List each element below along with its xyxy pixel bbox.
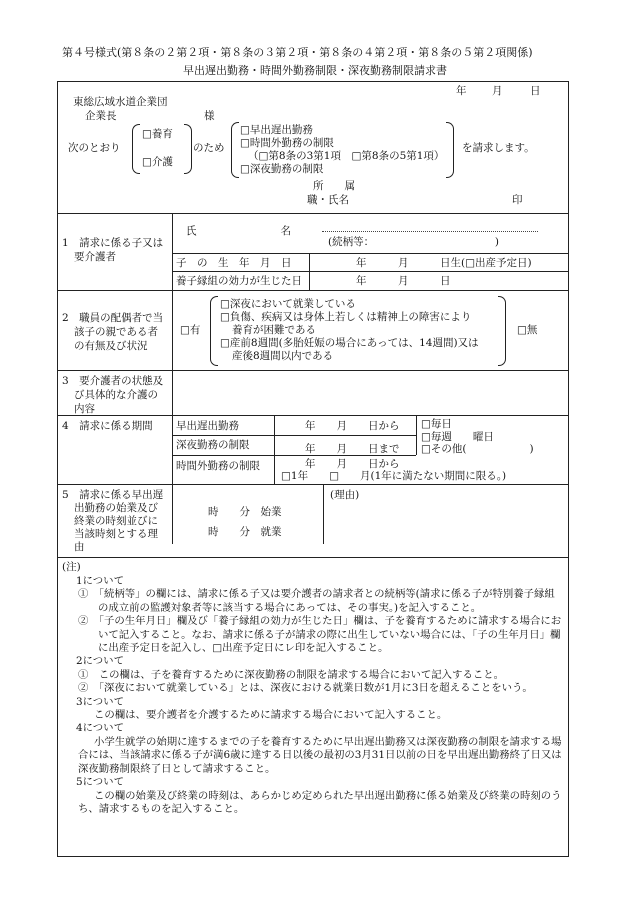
request-end-text: を請求します。 xyxy=(462,142,535,154)
note-1-2: ② 「子の生年月日」欄及び「養子縁組の効力が生じた日」欄は、子を養育するために請求する場合において記入すること。なお、請求に係る子が請求の際に出生していない場合には、「子の生年月日」欄に出産予定日を記入し、□出産予定日にレ印を記入すること。 xyxy=(78,615,562,655)
organization-name: 東総広域水道企業団 xyxy=(73,96,168,108)
seal-mark: 印 xyxy=(512,194,523,206)
date-day: 日 xyxy=(530,85,541,97)
notes-body xyxy=(64,575,564,816)
sec3-label-line3: 内容 xyxy=(74,403,95,415)
divider xyxy=(323,484,324,544)
notes-heading: (注) xyxy=(62,561,81,573)
name-label: 氏 名 xyxy=(186,225,291,237)
sec5-label-line1: 5 請求に係る早出遅 xyxy=(62,489,164,501)
period-overtime-label: 時間外勤務の制限 xyxy=(176,460,260,472)
relation-field[interactable]: (続柄等： ) xyxy=(328,236,499,248)
purpose-nursing-checkbox[interactable]: □介護 xyxy=(142,156,173,168)
divider xyxy=(57,557,569,558)
divider xyxy=(172,253,569,254)
divider xyxy=(57,213,569,214)
sec5-label-line5: 由 xyxy=(74,541,85,553)
sec5-label-line3: 終業の時刻並びに xyxy=(74,515,158,527)
affiliation-label: 所 属 xyxy=(313,180,355,192)
period-from-overtime[interactable]: 年 月 日から xyxy=(305,458,400,470)
note-section-5: 5について xyxy=(76,776,124,789)
note-1-1: ① 「続柄等」の欄には、請求に係る子又は要介護者の請求者との続柄等(請求に係る子が特別養子縁組の成立前の監護対象者等に該当する場合にあっては、その事実。)を記入すること。 xyxy=(78,588,555,614)
adoption-date-value[interactable]: 年 月 日 xyxy=(356,275,451,287)
request-overtime-clause-checkbox[interactable]: （□第8条の3第1項 □第8条の5第1項） xyxy=(248,150,445,162)
illness-text-cont: 養育が困難である xyxy=(232,324,316,336)
maternity-text-cont: 産後8週間以内である xyxy=(232,350,334,362)
manager-title: 企業長 xyxy=(85,110,117,122)
sec4-label: 4 請求に係る期間 xyxy=(62,420,153,432)
note-2-2: ② 「深夜において就業している」とは、深夜における就業日数が1月に3日を超えることをいう。 xyxy=(78,682,533,695)
note-3-1: この欄は、要介護者を介護するために請求する場合において記入すること。 xyxy=(94,709,448,722)
divider xyxy=(172,435,416,436)
freq-weekly-checkbox[interactable]: □毎週 曜日 xyxy=(421,431,494,443)
maternity-checkbox[interactable]: □産前8週間(多胎妊娠の場合にあっては、14週間)又は xyxy=(220,337,479,349)
sec5-label-line2: 出勤務の始業及び xyxy=(74,502,158,514)
date-month: 月 xyxy=(492,85,503,97)
divider xyxy=(57,370,569,371)
overtime-duration-choice[interactable]: □1年 □ 月(1年に満たない期間に限る。) xyxy=(281,470,507,482)
bracket-left xyxy=(231,122,239,178)
sec2-label-line3: の有無及び状況 xyxy=(74,340,148,352)
divider xyxy=(274,415,275,484)
period-from[interactable]: 年 月 日から xyxy=(305,420,400,432)
period-early-late-label: 早出遅出勤務 xyxy=(176,420,239,432)
end-time-field[interactable]: 時 分 就業 xyxy=(208,526,282,538)
sec1-label-line1: 1 請求に係る子又は xyxy=(62,237,164,249)
note-section-3: 3について xyxy=(76,695,124,708)
sec3-label-line2: び具体的な介護の xyxy=(74,389,158,401)
bracket-right xyxy=(498,296,506,366)
divider xyxy=(57,415,569,416)
note-5-1: この欄の始業及び終業の時刻は、あらかじめ定められた早出遅出勤務に係る始業及び終業の時刻のうち、請求するものを記入すること。 xyxy=(78,789,562,815)
next-to-label: 次のとおり xyxy=(68,142,121,154)
sec2-label-line1: 2 職員の配偶者で当 xyxy=(62,312,164,324)
night-work-checkbox[interactable]: □深夜において就業している xyxy=(220,298,356,310)
spouse-yes-checkbox[interactable]: □有 xyxy=(180,324,201,336)
bracket-right xyxy=(446,122,454,178)
for-label: のため xyxy=(193,142,225,154)
request-early-late-checkbox[interactable]: □早出遅出勤務 xyxy=(240,124,313,136)
divider xyxy=(416,415,417,455)
sec5-label-line4: 当該時刻とする理 xyxy=(74,528,158,540)
request-night-checkbox[interactable]: □深夜勤務の制限 xyxy=(240,163,324,175)
request-overtime-checkbox[interactable]: □時間外勤務の制限 xyxy=(240,137,334,149)
divider xyxy=(57,484,569,485)
freq-other-checkbox[interactable]: □その他( ) xyxy=(421,443,534,455)
sec3-label-line1: 3 要介護者の状態及 xyxy=(62,375,164,387)
freq-daily-checkbox[interactable]: □毎日 xyxy=(421,418,452,430)
date-year: 年 xyxy=(456,85,467,97)
birthdate-value[interactable]: 年 月 日生(□出産予定日) xyxy=(356,257,532,269)
note-section-1: 1について xyxy=(76,575,124,587)
reason-field[interactable]: (理由) xyxy=(330,489,360,501)
note-2-1: ① この欄は、子を養育するために深夜勤務の制限を請求する場合において記入すること。 xyxy=(78,668,505,681)
divider xyxy=(172,213,173,544)
note-section-2: 2について xyxy=(76,655,124,668)
sec1-label-line2: 要介護者 xyxy=(74,251,116,263)
divider xyxy=(172,271,569,272)
period-night-label: 深夜勤務の制限 xyxy=(176,439,250,451)
document-title: 早出遅出勤務・時間外勤務制限・深夜勤務制限請求書 xyxy=(183,64,447,77)
form-label: 第４号様式(第８条の２第２項・第８条の３第２項・第８条の４第２項・第８条の５第２項関係) xyxy=(62,46,533,59)
start-time-field[interactable]: 時 分 始業 xyxy=(208,506,282,518)
spouse-no-checkbox[interactable]: □無 xyxy=(517,324,538,336)
note-section-4: 4について xyxy=(76,722,124,735)
purpose-childcare-checkbox[interactable]: □養育 xyxy=(142,128,173,140)
bracket-left xyxy=(210,296,218,366)
bracket-right xyxy=(184,124,192,174)
sec2-label-line2: 該子の親である者 xyxy=(74,326,158,338)
honorific: 様 xyxy=(204,110,215,122)
bracket-left xyxy=(132,124,140,174)
adoption-date-label: 養子縁組の効力が生じた日 xyxy=(176,275,302,287)
divider xyxy=(57,290,569,291)
name-dotted-line xyxy=(322,231,538,232)
position-name-label: 職・氏名 xyxy=(307,194,349,206)
birthdate-label: 子 の 生 年 月 日 xyxy=(176,257,292,269)
period-until[interactable]: 年 月 日まで xyxy=(305,443,400,455)
illness-checkbox[interactable]: □負傷、疾病又は身体上若しくは精神上の障害により xyxy=(220,311,472,323)
note-4-1: 小学生就学の始期に達するまでの子を養育するために早出遅出勤務又は深夜勤務の制限を請求する場合には、当該請求に係る子が満6歳に達する日以後の最初の3月31日以前の日を早出遅出勤務終了日又は深夜勤務制限終了日として請求すること。 xyxy=(78,735,562,775)
